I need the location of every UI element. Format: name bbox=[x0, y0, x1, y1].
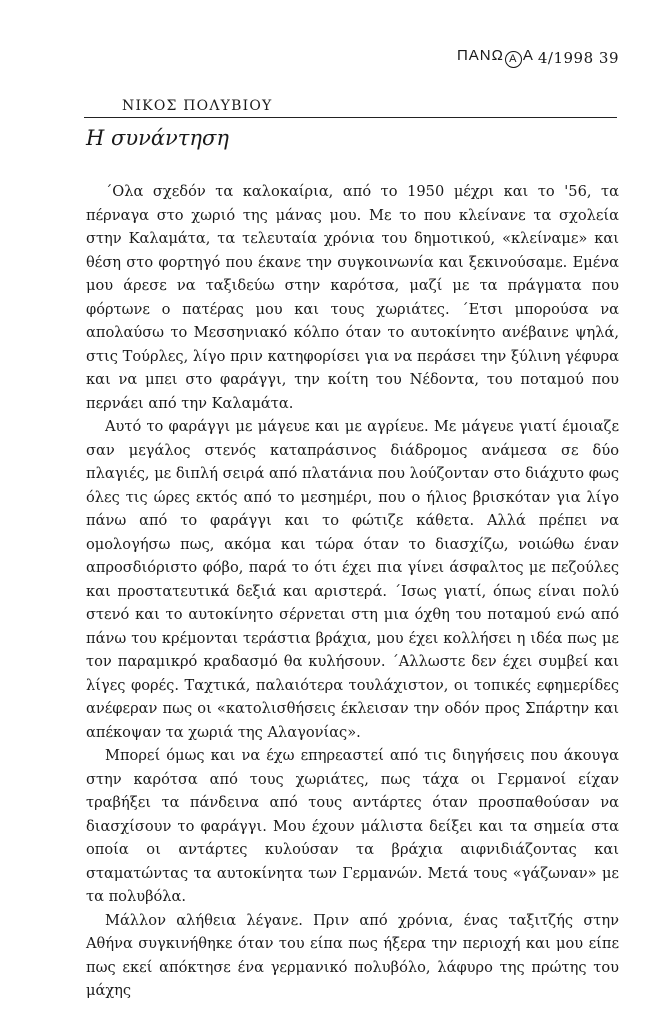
paragraph-3: Μπορεί όμως και να έχω επηρεαστεί από τις διηγήσεις που άκουγα στην καρότσα από τους χωριάτες, πως τάχα οι Γερμανοί είχαν τραβήξει τα πάνδεινα από τους αντάρτες όταν προσπαθούσαν να διασχίσουν το φαράγγι. Μου έχουν μάλιστα δείξει και τα σημεία στα οποία οι αντάρτες κυλούσαν τα βράχια αιφνιδιάζοντας και σταματώντας τα αυτοκίνητα των Γερμανών. Μετά τους «γάζωναν» με τα πολυβόλα. bbox=[86, 747, 619, 905]
journal-logo-mark: Α bbox=[505, 51, 522, 68]
journal-logo: ΠΑΝΩ Α Α bbox=[457, 47, 534, 68]
issue-page-number: 4/1998 39 bbox=[537, 48, 619, 67]
author-rule bbox=[84, 98, 617, 118]
running-head bbox=[457, 47, 619, 68]
paragraph-4: Μάλλον αλήθεια λέγανε. Πριν από χρόνια, ένας ταξιτζής στην Αθήνα συγκινήθηκε όταν του είπα πως ήξερα την περιοχή και μου είπε πως εκεί απόκτησε ένα γερμανικό πολυβόλο, λάφυρο της πρώτης του μάχης bbox=[86, 911, 619, 999]
article-body bbox=[86, 180, 619, 1003]
article-title: Η συνάντηση bbox=[86, 126, 229, 150]
paragraph-2: Αυτό το φαράγγι με μάγευε και με αγρίευε. Με μάγευε γιατί έμοιαζε σαν μεγάλος στενός καταπράσινος διάδρομος ανάμεσα σε δύο πλαγιές, με διπλή σειρά από πλατάνια που λούζονταν στο διάχυτο φως όλες τις ώρες εκτός από το μεσημέρι, που ο ήλιος βρισκόταν για λίγο πάνω από το φαράγγι και το φώτιζε κάθετα. Αλλά πρέπει να ομολογήσω πως, ακόμα και τώρα όταν το διασχίζω, νοιώθω έναν απροσδιόριστο φόβο, παρά το ότι έχει πια γίνει άσφαλτος με πεζούλες και προστατευτικά δεξιά και αριστερά. ΄Ισως γιατί, όπως είναι πολύ στενό και το αυτοκίνητο σέρνεται στη μια όχθη του ποταμού ενώ από πάνω του κρέμονται τεράστια βράχια, μου έχει κολλήσει η ιδέα πως με τον παραμικρό κραδασμό θα κυλήσουν. ΄Αλλωστε δεν έχει συμβεί και λίγες φορές. Ταχτικά, παλαιότερα τουλάχιστον, οι τοπικές εφημερίδες ανέφεραν πως οι «κατολισθήσεις έκλεισαν την οδόν προς Σπάρτην και απέκοψαν τα χωριά της Αλαγονίας». bbox=[86, 418, 619, 741]
paragraph-1: ΄Ολα σχεδόν τα καλοκαίρια, από το 1950 μέχρι και το '56, τα πέρναγα στο χωριό της μάνας μου. Με το που κλείνανε τα σχολεία στην Καλαμάτα, τα τελευταία χρόνια του δημοτικού, «κλείναμε» και θέση στο φορτηγό που έκανε την συγκοινωνία και ξεκινούσαμε. Εμένα μου άρεσε να ταξιδεύω στην καρότσα, μαζί με τα πράγματα που φόρτωνε ο πατέρας μου και τους χωριάτες. ΄Ετσι μπορούσα να απολαύσω το Μεσσηνιακό κόλπο όταν το αυτοκίνητο ανέβαινε ψηλά, στις Τούρλες, λίγο πριν κατηφορίσει για να περάσει την ξύλινη γέφυρα και να μπει στο φαράγγι, την κοίτη του Νέδοντα, του ποταμού που περνάει από την Καλαμάτα. bbox=[86, 183, 619, 412]
author-name: ΝΙΚΟΣ ΠΟΛΥΒΙΟΥ bbox=[122, 98, 273, 114]
